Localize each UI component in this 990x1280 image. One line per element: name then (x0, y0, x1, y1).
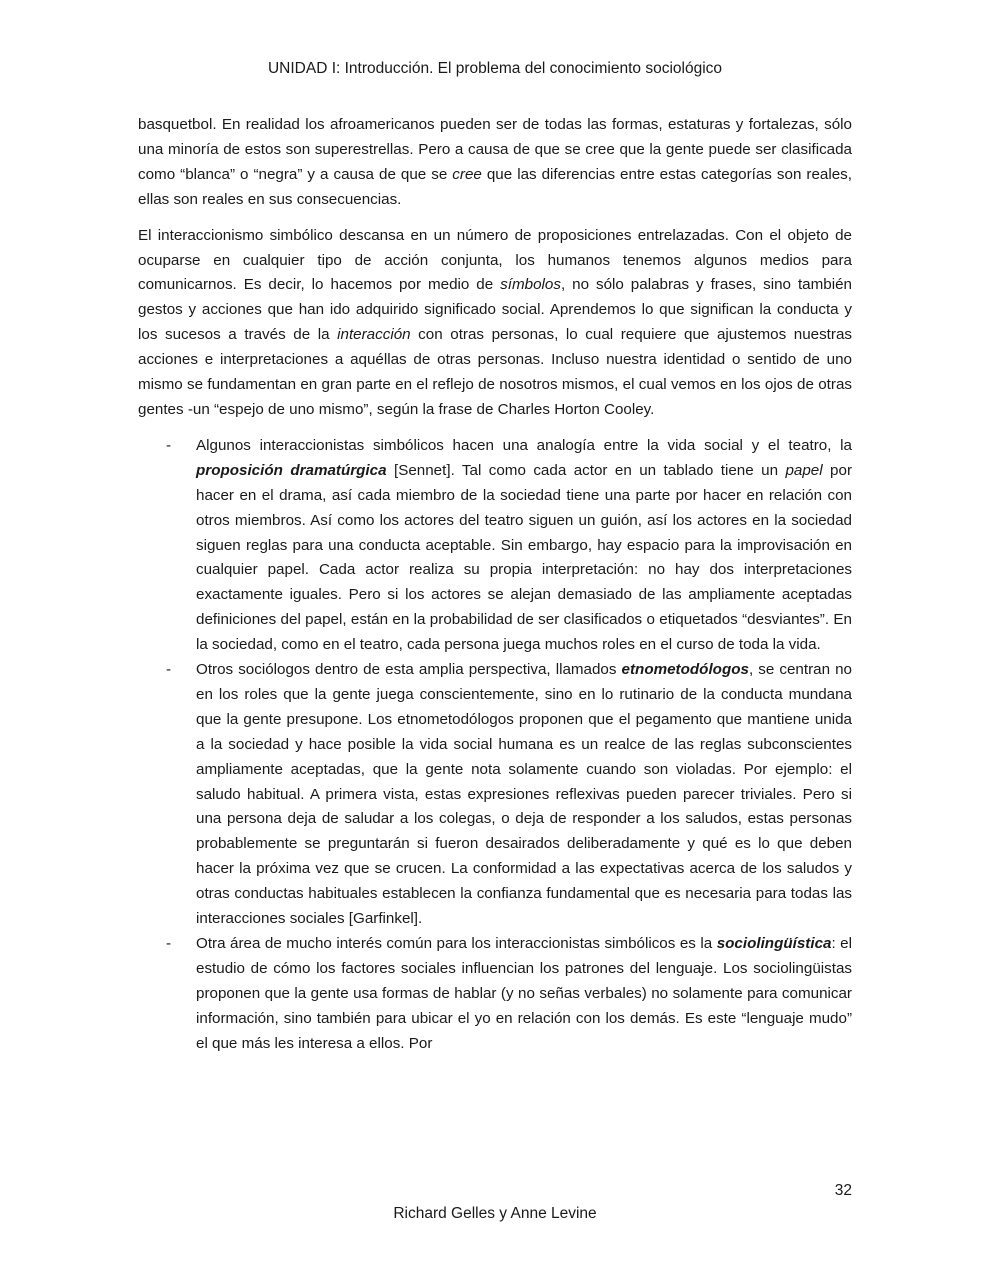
text-run: : el estudio de cómo los factores sociales influencian los patrones del lenguaje. Los sociolingüistas proponen que la gente usa formas de hablar (y no señas verbales) no solamente para comunicar información, sino también para ubicar el yo en relación con los demás. Es este “lenguaje mudo” el que más les interesa a ellos. Por (196, 935, 852, 1052)
italic-term: interacción (337, 326, 411, 344)
bold-italic-term: etnometodólogos (621, 661, 749, 679)
text-run: , no sólo palabras y frases, sino también gestos y acciones que han ido adquirido significado social. Aprendemos lo que significan la conducta y los sucesos a través de la (138, 276, 852, 344)
text-run: El interaccionismo simbólico descansa en un número de proposiciones entrelazadas. Con el objeto de ocuparse en cualquier tipo de acción conjunta, los humanos tenemos algunos medios para comunicarnos. Es decir, lo hacemos por medio de (138, 226, 852, 294)
italic-term: papel (785, 461, 823, 479)
text-run: basquetbol. En realidad los afroamericanos pueden ser de todas las formas, estaturas y fortalezas, sólo una minoría de estos son superestrellas. Pero a causa de que se cree que la gente puede ser clasificada como “blanca” o “negra” y a causa de que se (138, 116, 852, 183)
italic-term: cree (452, 165, 482, 183)
dash-marker: - (166, 935, 172, 952)
bold-italic-term: proposición dramatúrgica (196, 461, 387, 479)
body-text (138, 113, 852, 1057)
list-item (138, 658, 852, 932)
text-run: , se centran no en los roles que la gente juega conscientemente, sino en lo rutinario de la conducta mundana que la gente presupone. Los etnometodólogos proponen que el pegamento que mantiene unida a la sociedad y hace posible la vida social humana es un realce de las reglas subconscientes ampliamente aceptadas, que la gente nota solamente cuando son violadas. Por ejemplo: el saludo habitual. A primera vista, estas expresiones reflexivas pueden parecer triviales. Pero si una persona deja de saludar a los colegas, o deja de responder a los saludos, estas personas probablemente se preguntarán si fueron desairados deliberadamente y qué es lo que deben hacer la próxima vez que se crucen. La conformidad a las expectativas acerca de los saludos y otras conductas habituales establecen la confianza fundamental que es necesaria para todas las interacciones sociales [Garfinkel]. (196, 661, 852, 928)
text-run: que las diferencias entre estas categorías son reales, ellas son reales en sus consecuencias. (138, 165, 852, 208)
text-run: Algunos interaccionistas simbólicos hacen una analogía entre la vida social y el teatro, la (196, 436, 852, 454)
dash-marker: - (166, 436, 172, 454)
text-run: por hacer en el drama, así cada miembro de la sociedad tiene una parte por hacer en relación con otros miembros. Así como los actores del teatro siguen un guión, así los actores en la sociedad siguen reglas para una conducta aceptable. Sin embargo, hay espacio para la improvisación en cualquier papel. Cada actor realiza su propia interpretación: no hay dos interpretaciones exactamente iguales. Pero si los actores se alejan demasiado de las ampliamente aceptadas definiciones del papel, están en la probabilidad de ser clasificados o etiquetados “desviantes”. En la sociedad, como en el teatro, cada persona juega muchos roles en el curso de toda la vida. (196, 461, 853, 654)
dash-marker: - (166, 661, 172, 679)
text-run: [Sennet]. Tal como cada actor en un tablado tiene un (386, 461, 786, 479)
paragraph (138, 113, 852, 213)
text-run: Otros sociólogos dentro de esta amplia perspectiva, llamados (196, 661, 622, 679)
list-item (138, 434, 852, 658)
bold-italic-term: sociolingüística (716, 935, 832, 952)
italic-term: símbolos (500, 276, 561, 294)
running-header: UNIDAD I: Introducción. El problema del conocimiento sociológico (267, 60, 723, 77)
page-number: 32 (834, 1182, 852, 1199)
list-item (138, 932, 852, 1057)
bullet-list (138, 434, 852, 1057)
text-run: con otras personas, lo cual requiere que ajustemos nuestras acciones e interpretaciones a aquéllas de otras personas. Incluso nuestra identidad o sentido de uno mismo se fundamentan en gran parte en el reflejo de nosotros mismos, el cual vemos en los ojos de otras gentes -un “espejo de uno mismo”, según la frase de Charles Horton Cooley. (138, 326, 852, 418)
running-footer: Richard Gelles y Anne Levine (393, 1205, 597, 1222)
text-run: Otra área de mucho interés común para los interaccionistas simbólicos es la (196, 935, 717, 952)
paragraph (138, 224, 852, 423)
